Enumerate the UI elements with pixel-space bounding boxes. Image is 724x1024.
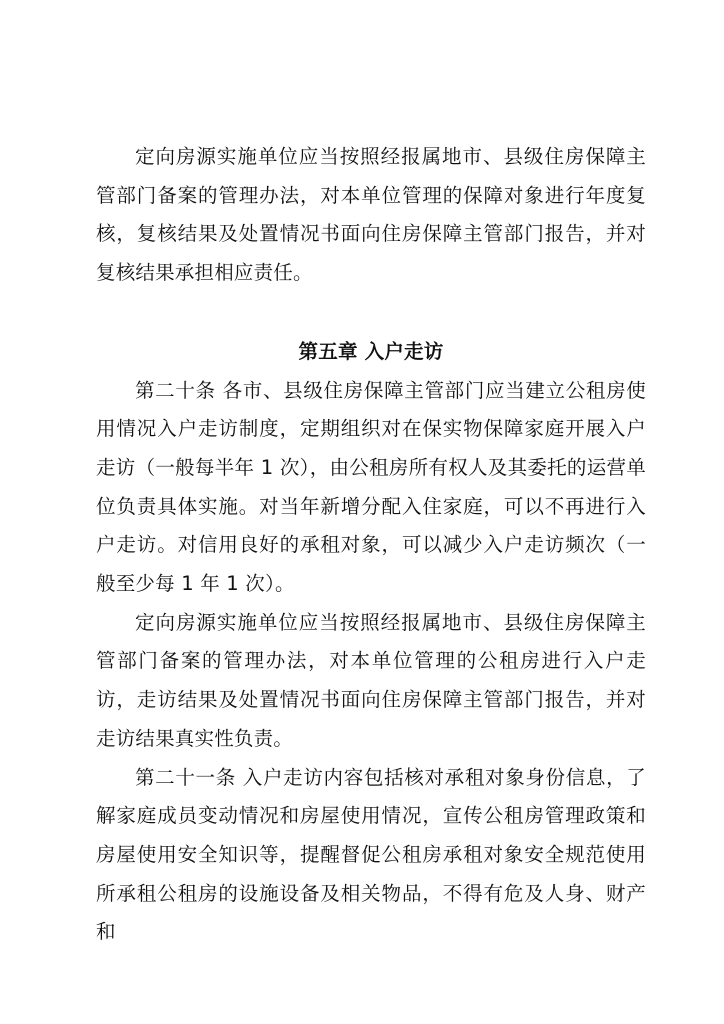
chapter-heading: 第五章 入户走访 [298,339,444,363]
paragraph-article-20: 第二十条 各市、县级住房保障主管部门应当建立公租房使用情况入户走访制度，定期组织对在保实物保障家庭开展入户走访（一般每半年 1 次），由公租房所有权人及其委托的运营单位负责具体实施。对当年新增分配入住家庭，可以不再进行入户走访。对信用良好的承租对象，可以减少入户走访频次（一般至少每 1 年 1 次）。 [96,378,646,596]
paragraph-article-21: 第二十一条 入户走访内容包括核对承租对象身份信息，了解家庭成员变动情况和房屋使用情况，宣传公租房管理政策和房屋使用安全知识等，提醒督促公租房承租对象安全规范使用所承租公租房的设施设备及相关物品，不得有危及人身、财产和 [96,765,646,944]
paragraph-visit-reporting: 定向房源实施单位应当按照经报属地市、县级住房保障主管部门备案的管理办法，对本单位管理的公租房进行入户走访，走访结果及处置情况书面向住房保障主管部门报告，并对走访结果真实性负责。 [96,610,646,750]
document-page [96,138,646,952]
paragraph-annual-review: 定向房源实施单位应当按照经报属地市、县级住房保障主管部门备案的管理办法，对本单位管理的保障对象进行年度复核，复核结果及处置情况书面向住房保障主管部门报告，并对复核结果承担相应责任。 [96,145,646,285]
